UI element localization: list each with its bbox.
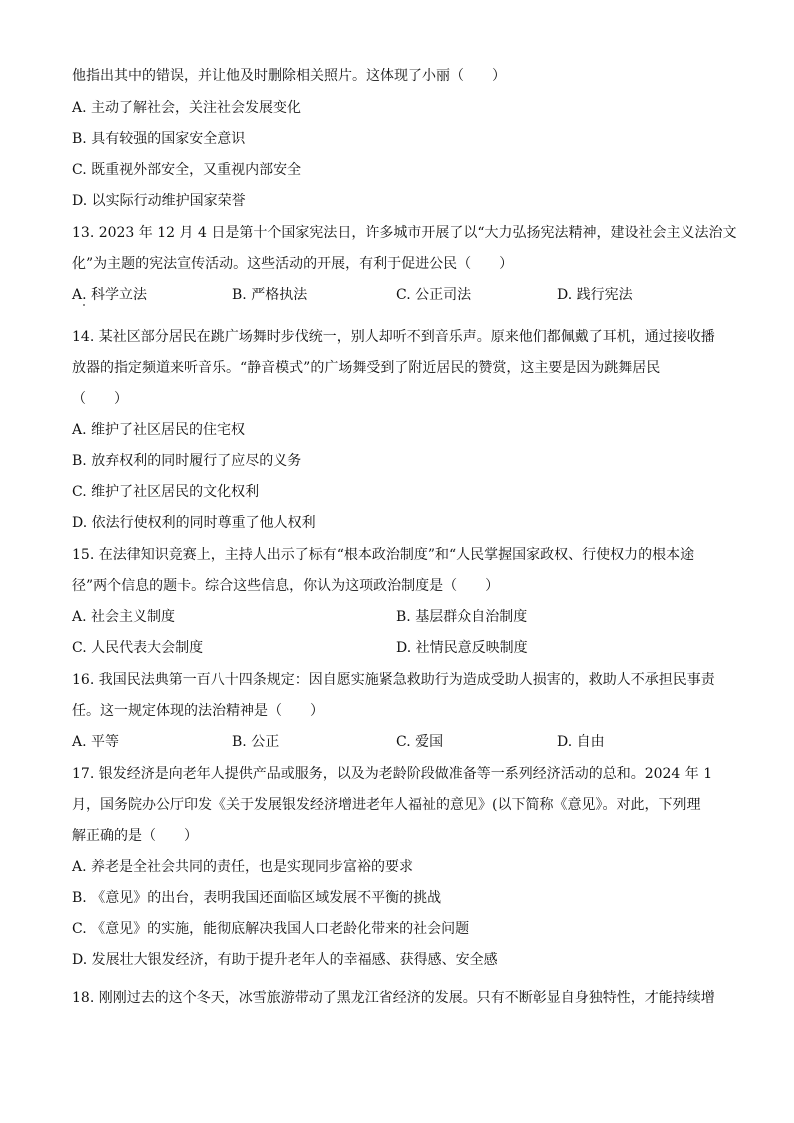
q12-option-b: B. 具有较强的国家安全意识: [72, 131, 246, 147]
q12-option-d: D. 以实际行动维护国家荣誉: [72, 193, 246, 209]
q16-stem-line1: 16. 我国民法典第一百八十四条规定：因自愿实施紧急救助行为造成受助人损害的，救助人不承担民事责: [72, 672, 715, 688]
q15-stem-line1: 15. 在法律知识竞赛上，主持人出示了标有“根本政治制度”和“人民掌握国家政权、行使权力的根本途: [72, 547, 695, 563]
q15-option-c: C. 人民代表大会制度: [72, 640, 204, 656]
q14-option-a: A. 维护了社区居民的住宅权: [72, 422, 246, 438]
q13-stem-line1: 13. 2023 年 12 月 4 日是第十个国家宪法日，许多城市开展了以“大力弘扬宪法精神，建设社会主义法治文: [72, 225, 737, 241]
q15-option-d: D. 社情民意反映制度: [396, 640, 528, 656]
q13-option-c: C. 公正司法: [396, 287, 472, 303]
q12-option-a: A. 主动了解社会，关注社会发展变化: [72, 100, 302, 116]
q17-option-d: D. 发展壮大银发经济，有助于提升老年人的幸福感、获得感、安全感: [72, 952, 498, 968]
q14-option-c: C. 维护了社区居民的文化权利: [72, 484, 260, 500]
q18-stem-line1: 18. 刚刚过去的这个冬天，冰雪旅游带动了黑龙江省经济的发展。只有不断彰显自身独特性，才能持续增: [72, 990, 715, 1006]
q16-option-b: B. 公正: [232, 734, 280, 750]
q17-stem-line3: 解正确的是（ ）: [72, 828, 198, 844]
q17-option-a: A. 养老是全社会共同的责任，也是实现同步富裕的要求: [72, 859, 414, 875]
q16-option-d: D. 自由: [557, 734, 605, 750]
stray-dot-mark: [83, 304, 85, 306]
q17-option-b: B. 《意见》的出台，表明我国还面临区域发展不平衡的挑战: [72, 890, 442, 906]
q14-stem-line1: 14. 某社区部分居民在跳广场舞时步伐统一，别人却听不到音乐声。原来他们都佩戴了耳机，通过接收播: [72, 329, 715, 345]
q13-stem-line2: 化”为主题的宪法宣传活动。这些活动的开展，有利于促进公民（ ）: [72, 256, 514, 272]
q12-stem-tail: 他指出其中的错误，并让他及时删除相关照片。这体现了小丽（ ）: [72, 68, 506, 84]
q17-stem-line2: 月，国务院办公厅印发《关于发展银发经济增进老年人福祉的意见》(以下简称《意见》。对此，下列理: [72, 797, 701, 813]
q14-option-b: B. 放弃权利的同时履行了应尽的义务: [72, 453, 302, 469]
q13-option-a: A. 科学立法: [72, 287, 148, 303]
q13-option-d: D. 践行宪法: [557, 287, 633, 303]
q15-option-b: B. 基层群众自治制度: [396, 609, 528, 625]
q15-option-a: A. 社会主义制度: [72, 609, 176, 625]
q14-stem-line3: （ ）: [72, 391, 128, 407]
q14-option-d: D. 依法行使权利的同时尊重了他人权利: [72, 515, 316, 531]
q17-option-c: C. 《意见》的实施，能彻底解决我国人口老龄化带来的社会问题: [72, 921, 470, 937]
q16-option-a: A. 平等: [72, 734, 120, 750]
q14-stem-line2: 放器的指定频道来听音乐。“静音模式”的广场舞受到了附近居民的赞赏，这主要是因为跳舞居民: [72, 360, 661, 376]
q15-stem-line2: 径”两个信息的题卡。综合这些信息，你认为这项政治制度是（ ）: [72, 578, 500, 594]
q16-stem-line2: 任。这一规定体现的法治精神是（ ）: [72, 703, 324, 719]
q17-stem-line1: 17. 银发经济是向老年人提供产品或服务，以及为老龄阶段做准备等一系列经济活动的总和。2024 年 1: [72, 766, 713, 782]
q12-option-c: C. 既重视外部安全，又重视内部安全: [72, 162, 302, 178]
q16-option-c: C. 爱国: [396, 734, 444, 750]
q13-option-b: B. 严格执法: [232, 287, 308, 303]
